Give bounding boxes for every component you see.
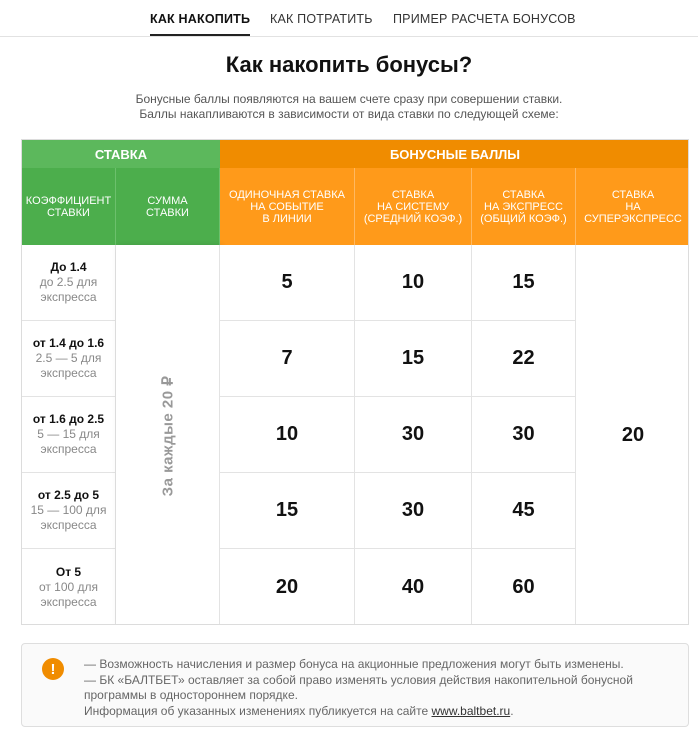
notice-line [84,704,679,720]
tab-calculation-example[interactable]: ПРИМЕР РАСЧЕТА БОНУСОВ [393,12,576,26]
coef-express-range: 5 — 15 для [37,427,100,441]
tab-how-to-earn[interactable]: КАК НАКОПИТЬ [150,12,251,26]
header-text: В ЛИНИИ [262,212,312,225]
single-bet-points: 15 [220,473,355,549]
tab-how-to-spend[interactable]: КАК ПОТРАТИТЬ [270,12,373,26]
express-bet-points: 15 [472,245,576,321]
coef-cell [22,549,116,625]
coef-express-range: от 100 для [38,579,99,594]
baltbet-link[interactable]: www.baltbet.ru [431,703,511,718]
intro-line: Бонусные баллы появляются на вашем счете сразу при совершении ставки. [135,92,563,106]
exclamation-icon: ! [42,658,64,680]
coef-express-range: 15 — 100 для [30,503,107,517]
system-bet-points: 30 [355,473,472,549]
single-bet-points: 7 [220,321,355,397]
header-text: НА СОБЫТИЕ [250,200,324,213]
header-system-bet [355,168,472,245]
notice-line: — БК «БАЛТБЕТ» оставляет за собой право изменять условия действия накопительной бонусной программы в одностороннем порядке. [84,672,633,702]
coef-cell [22,473,116,549]
coef-cell [22,245,116,321]
header-express-bet [472,168,576,245]
notice-line-prefix: Информация об указанных изменениях публикуется на сайте [84,703,432,718]
coef-express-range: 2.5 — 5 для [35,351,102,365]
express-bet-points: 45 [472,473,576,549]
header-single-bet [220,168,355,245]
header-text: СУММА [147,194,188,207]
single-bet-points: 20 [220,549,355,625]
notice-line: — Возможность начисления и размер бонуса на акционные предложения могут быть изменены. [84,657,624,671]
notice-line-suffix: . [510,703,514,718]
coef-range: от 1.6 до 2.5 [32,412,105,426]
bonus-table [21,139,689,625]
bet-sum-label: За каждые 20 ₽ [159,375,177,496]
notice-text [84,657,679,719]
coef-cell [22,321,116,397]
superexpress-points: 20 [576,245,689,625]
header-coefficient [22,168,116,245]
system-bet-points: 30 [355,397,472,473]
header-text: СТАВКИ [47,206,90,219]
express-bet-points: 22 [472,321,576,397]
header-bonus-group: БОНУСНЫЕ БАЛЛЫ [220,140,689,168]
header-text: НА [625,200,641,213]
intro-line: Баллы накапливаются в зависимости от вида ставки по следующей схеме: [139,107,559,121]
header-text: ОДИНОЧНАЯ СТАВКА [229,188,345,201]
bet-sum-cell [116,245,220,625]
header-superexpress-bet [576,168,689,245]
header-text: (СРЕДНИЙ КОЭФ.) [363,212,463,225]
system-bet-points: 10 [355,245,472,321]
coef-cell [22,397,116,473]
express-bet-points: 30 [472,397,576,473]
header-text: СУПЕРЭКСПРЕСС [584,212,682,225]
coef-express-range: экспресса [40,594,97,609]
header-text: СТАВКА [611,188,655,201]
coef-range: До 1.4 [50,260,87,274]
intro-text [0,92,698,122]
system-bet-points: 40 [355,549,472,625]
notice-box [21,643,689,727]
system-bet-points: 15 [355,321,472,397]
coef-range: от 1.4 до 1.6 [32,336,105,350]
coef-express-range: экспресса [40,442,97,456]
header-text: НА СИСТЕМУ [377,200,449,213]
coef-express-range: экспресса [40,518,97,532]
coef-express-range: экспресса [40,290,97,304]
header-bet-sum [116,168,220,245]
header-text: НА ЭКСПРЕСС [484,200,563,213]
header-stake-group: СТАВКА [22,140,220,168]
single-bet-points: 10 [220,397,355,473]
tab-bar [0,0,698,37]
header-text: СТАВКА [502,188,545,201]
header-text: КОЭФФИЦИЕНТ [25,194,112,207]
express-bet-points: 60 [472,549,576,625]
coef-express-range: экспресса [40,366,97,380]
page-title: Как накопить бонусы? [225,52,473,77]
single-bet-points: 5 [220,245,355,321]
coef-range: От 5 [55,564,82,579]
header-text: СТАВКИ [146,206,189,219]
header-text: СТАВКА [391,188,435,201]
header-text: (ОБЩИЙ КОЭФ.) [480,212,567,225]
coef-express-range: до 2.5 для [39,275,98,289]
coef-range: от 2.5 до 5 [37,488,100,502]
